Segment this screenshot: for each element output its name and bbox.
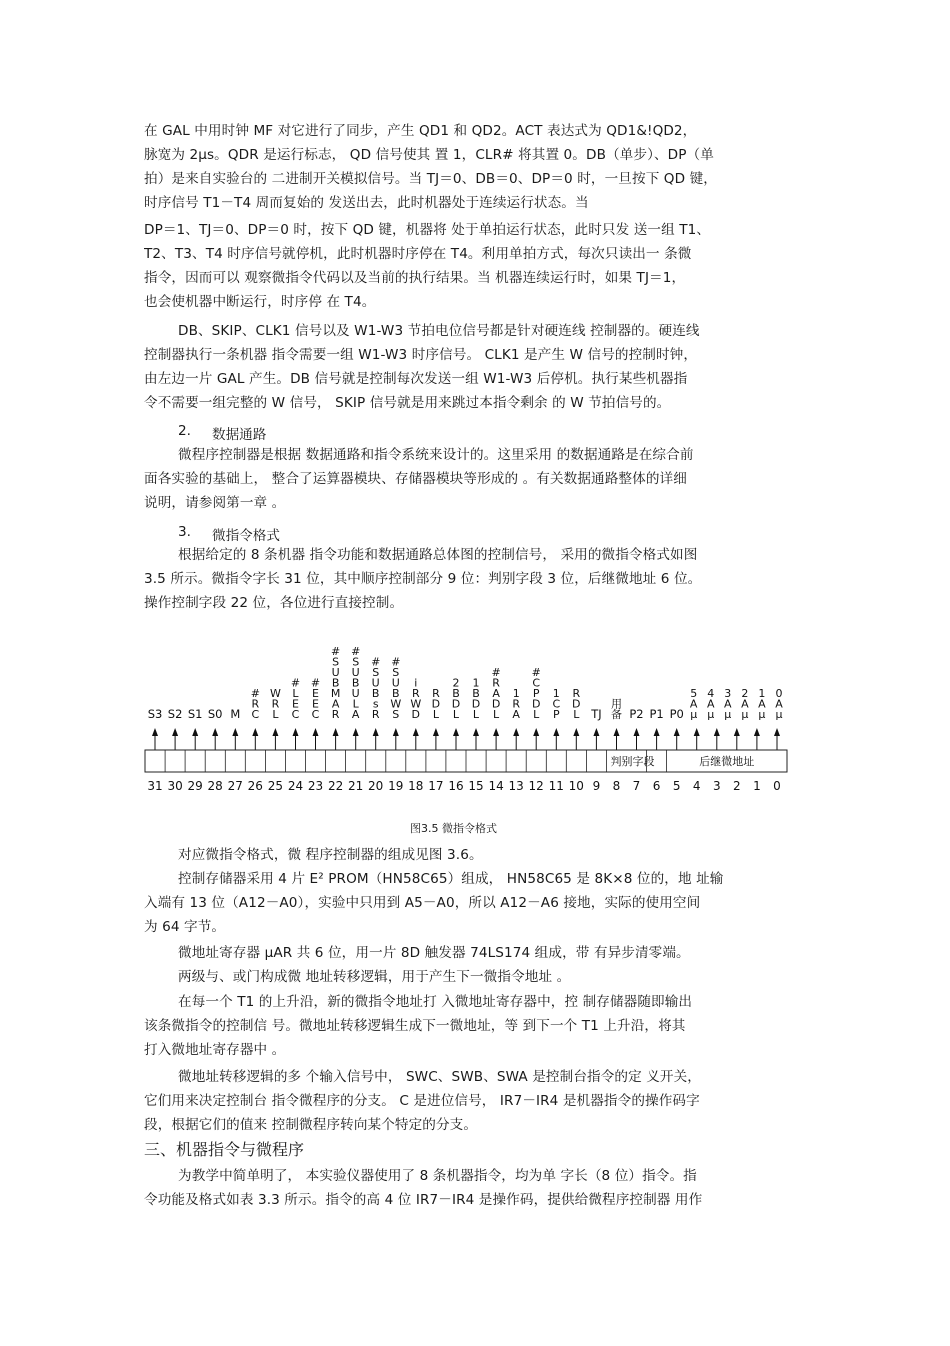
signal-arrow-head: [212, 728, 218, 736]
text-line: 根据给定的 8 条机器 指令功能和数据通路总体图的控制信号， 采用的微指令格式如图: [178, 547, 698, 563]
signal-label: P0: [669, 707, 684, 721]
signal-arrow-head: [232, 728, 238, 736]
signal-arrow-head: [272, 728, 278, 736]
text-line: 指令，因而可以 观察微指令代码以及当前的执行结果。当 机器连续运行时，如果 TJ＝1，: [144, 270, 686, 286]
signal-label: W R L: [269, 687, 281, 721]
text-line: 操作控制字段 22 位，各位进行直接控制。: [144, 595, 404, 611]
text-line: T2、T3、T4 时序信号就停机，此时机器时序停在 T4。利用单拍方式，每次只读出一 条微: [144, 246, 692, 262]
signal-arrow-head: [493, 728, 499, 736]
signal-label: # S U B U L A: [351, 645, 361, 721]
signal-label: P1: [649, 707, 664, 721]
text-line: 也会使机器中断运行，时序停 在 T4。: [144, 294, 376, 310]
chapter-heading: 三、机器指令与微程序: [144, 1140, 305, 1159]
bit-number: 27: [227, 779, 243, 793]
signal-arrow-head: [754, 728, 760, 736]
signal-arrow-head: [614, 728, 620, 736]
signal-arrow-head: [252, 728, 258, 736]
signal-arrow-head: [774, 728, 780, 736]
bit-number: 12: [528, 779, 544, 793]
signal-arrow-head: [293, 728, 299, 736]
signal-arrow-head: [313, 728, 319, 736]
signal-label: 用备: [611, 697, 622, 721]
field-label-next-address: 后继微地址: [699, 755, 755, 768]
signal-arrow-head: [353, 728, 359, 736]
text-line: 3.5 所示。微指令字长 31 位，其中顺序控制部分 9 位：判别字段 3 位，后继微地址 6 位。: [144, 571, 702, 587]
signal-arrow-head: [172, 728, 178, 736]
bit-number: 30: [167, 779, 183, 793]
bit-number: 17: [428, 779, 444, 793]
signal-label: R D L: [431, 687, 441, 721]
figure-caption: 图3.5 微指令格式: [410, 822, 497, 835]
signal-arrow-head: [473, 728, 479, 736]
text-line: 在 GAL 中用时钟 MF 对它进行了同步，产生 QD1 和 QD2。ACT 表达式为 QD1&!QD2，: [144, 123, 697, 139]
text-line: 令功能及格式如表 3.3 所示。指令的高 4 位 IR7－IR4 是操作码，提供给微程序控制器 用作: [144, 1192, 703, 1208]
signal-label: S2: [167, 707, 183, 721]
bit-number: 28: [207, 779, 223, 793]
signal-label: P2: [629, 707, 644, 721]
text-line: 面各实验的基础上， 整合了运算器模块、存储器模块等形成的 。有关数据通路整体的详细: [144, 471, 687, 487]
signal-label: 1 R A: [512, 687, 521, 721]
text-line: 为 64 字节。: [144, 919, 226, 935]
signal-arrow-head: [453, 728, 459, 736]
text-line: 控制器执行一条机器 指令需要一组 W1-W3 时序信号。 CLK1 是产生 W 信号的控制时钟，: [144, 347, 698, 363]
bit-number: 23: [307, 779, 324, 793]
text-line: 脉宽为 2μs。QDR 是运行标志， QD 信号使其 置 1，CLR# 将其置 0。DB（单步）、DP（单: [144, 147, 714, 163]
bit-number: 21: [348, 779, 364, 793]
signal-label: # L E C: [290, 676, 301, 721]
bit-number: 11: [548, 779, 564, 793]
signal-label: # S U B W S: [390, 655, 402, 721]
signal-label: 3 A μ: [724, 687, 732, 721]
signal-label: 0 A μ: [775, 687, 783, 721]
signal-label: S0: [207, 707, 223, 721]
signal-label: # S U B M A R: [330, 645, 341, 721]
text-line: 控制存储器采用 4 片 E² PROM（HN58C65）组成， HN58C65 是 8K×8 位的，地 址输: [178, 871, 724, 887]
signal-label: S1: [187, 707, 203, 721]
signal-label: 1 A μ: [758, 687, 766, 721]
signal-arrow-head: [192, 728, 198, 736]
signal-label: 2 A μ: [741, 687, 749, 721]
signal-arrow-head: [413, 728, 419, 736]
bit-number: 10: [568, 779, 584, 793]
bit-number: 2: [732, 779, 741, 793]
bit-number: 7: [632, 779, 641, 793]
field-label-judge: 判别字段: [610, 755, 655, 768]
bit-number: 15: [468, 779, 484, 793]
text-line: 为教学中简单明了， 本实验仪器使用了 8 条机器指令，均为单 字长（8 位）指令。指: [178, 1168, 697, 1184]
signal-arrow-head: [553, 728, 559, 736]
bit-number: 29: [187, 779, 203, 793]
signal-label: i R W D: [410, 676, 422, 721]
signal-arrow-head: [533, 728, 539, 736]
signal-arrow-head: [393, 728, 399, 736]
text-line: 入端有 13 位（A12－A0），实验中只用到 A5－A0，所以 A12－A6 接地，实际的使用空间: [144, 895, 701, 911]
bit-number: 6: [652, 779, 661, 793]
signal-arrow-head: [593, 728, 599, 736]
text-line: 段，根据它们的值来 控制微程序转向某个特定的分支。: [144, 1117, 478, 1133]
bit-number: 18: [408, 779, 424, 793]
section-title: 微指令格式: [212, 528, 280, 544]
bit-number: 5: [672, 779, 681, 793]
signal-label: # R A D L: [491, 666, 501, 721]
text-line: 由左边一片 GAL 产生。DB 信号就是控制每次发送一组 W1-W3 后停机。执行某些机器指: [144, 371, 688, 387]
signal-label: 2 B D L: [451, 676, 461, 721]
signal-arrow-head: [734, 728, 740, 736]
signal-arrow-head: [513, 728, 519, 736]
microinstruction-format-figure: [140, 640, 800, 800]
text-line: 对应微指令格式，微 程序控制器的组成见图 3.6。: [178, 847, 483, 863]
signal-arrow-head: [634, 728, 640, 736]
bit-number: 1: [753, 779, 761, 793]
signal-label: M: [230, 707, 241, 721]
bit-number: 3: [712, 779, 721, 793]
signal-label: R D L: [572, 687, 581, 721]
signal-label: 4 A μ: [707, 687, 715, 721]
signal-arrow-head: [373, 728, 379, 736]
bit-number: 13: [508, 779, 524, 793]
signal-label: # S U B s R: [371, 655, 381, 721]
text-line: 它们用来决定控制台 指令微程序的分支。 C 是进位信号， IR7－IR4 是机器指令的操作码字: [144, 1093, 700, 1109]
text-line: 时序信号 T1－T4 周而复始的 发送出去，此时机器处于连续运行状态。当: [144, 195, 589, 211]
bit-number: 25: [267, 779, 284, 793]
text-line: 微地址转移逻辑的多 个输入信号中， SWC、SWB、SWA 是控制台指令的定 义开关，: [178, 1069, 701, 1085]
bit-number: 20: [368, 779, 384, 793]
signal-arrow-head: [333, 728, 339, 736]
section-title: 数据通路: [212, 427, 267, 443]
bit-number: 14: [488, 779, 504, 793]
bit-number: 22: [327, 779, 344, 793]
bit-number: 9: [592, 779, 601, 793]
signal-label: 1 B D L: [471, 676, 481, 721]
signal-label: 1 C P: [552, 687, 561, 721]
text-line: DB、SKIP、CLK1 信号以及 W1-W3 节拍电位信号都是针对硬连线 控制器的。硬连线: [178, 323, 700, 339]
signal-arrow-head: [433, 728, 439, 736]
signal-label: # E E C: [310, 676, 321, 721]
signal-arrow-head: [654, 728, 660, 736]
signal-label: # R C: [250, 687, 260, 721]
bit-number: 4: [692, 779, 701, 793]
text-line: 说明，请参阅第一章 。: [144, 495, 286, 511]
bit-number: 0: [773, 779, 781, 793]
text-line: DP＝1、TJ＝0、DP＝0 时，按下 QD 键，机器将 处于单拍运行状态，此时只发 送一组 T1、: [144, 222, 711, 238]
text-line: 在每一个 T1 的上升沿，新的微指令地址打 入微地址寄存器中，控 制存储器随即输出: [178, 994, 693, 1010]
bit-number: 31: [147, 779, 163, 793]
bit-number: 16: [448, 779, 464, 793]
signal-arrow-head: [694, 728, 700, 736]
signal-label: TJ: [591, 707, 602, 721]
text-line: 拍）是来自实验台的 二进制开关模拟信号。当 TJ＝0、DB＝0、DP＝0 时，一旦按下 QD 键，: [144, 171, 717, 187]
signal-arrow-head: [674, 728, 680, 736]
signal-label: # C P D L: [531, 666, 541, 721]
signal-label: S3: [147, 707, 163, 721]
text-line: 两级与、或门构成微 地址转移逻辑，用于产生下一微指令地址 。: [178, 969, 571, 985]
text-line: 微程序控制器是根据 数据通路和指令系统来设计的。这里采用 的数据通路是在综合前: [178, 447, 694, 463]
section-number: 3.: [178, 524, 191, 540]
signal-arrow-head: [152, 728, 158, 736]
text-line: 打入微地址寄存器中 。: [144, 1042, 286, 1058]
signal-arrow-head: [714, 728, 720, 736]
bit-number: 24: [287, 779, 304, 793]
signal-label: 5 A μ: [689, 687, 698, 721]
text-line: 令不需要一组完整的 W 信号， SKIP 信号就是用来跳过本指令剩余 的 W 节拍信号的。: [144, 395, 671, 411]
signal-arrow-head: [573, 728, 579, 736]
bit-number: 26: [247, 779, 263, 793]
text-line: 该条微指令的控制信 号。微地址转移逻辑生成下一微地址，等 到下一个 T1 上升沿，将其: [144, 1018, 686, 1034]
text-line: 微地址寄存器 μAR 共 6 位，用一片 8D 触发器 74LS174 组成，带 有异步清零端。: [178, 945, 690, 961]
bit-number: 8: [612, 779, 621, 793]
bit-number: 19: [388, 779, 404, 793]
section-number: 2.: [178, 423, 191, 439]
